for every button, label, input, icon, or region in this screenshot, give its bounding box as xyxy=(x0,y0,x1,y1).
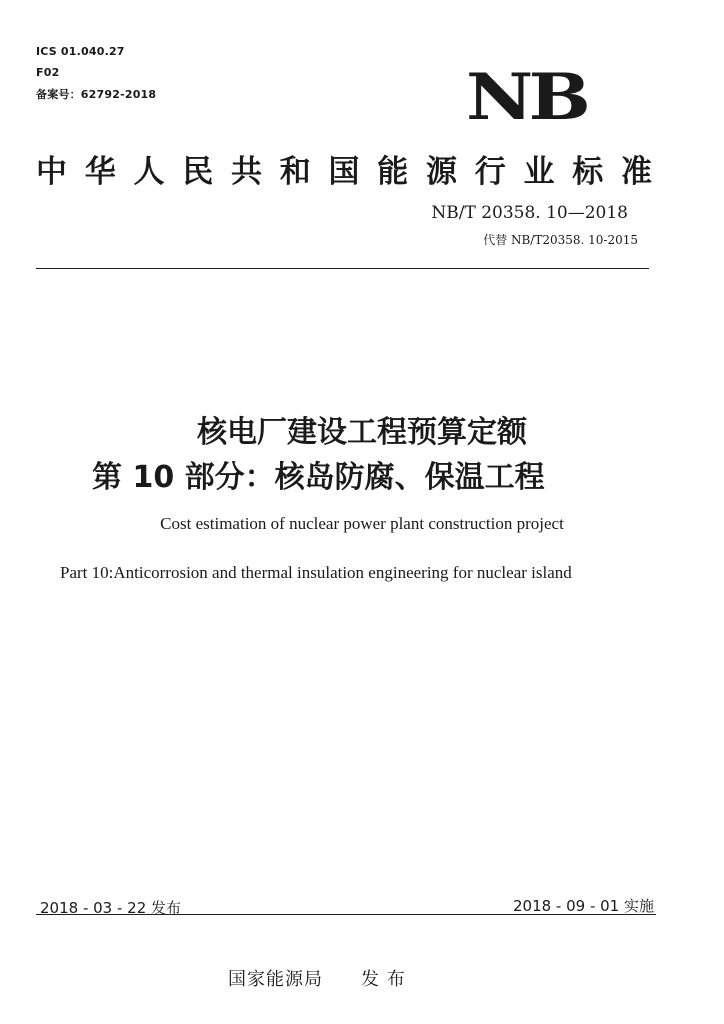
issuer-org: 国家能源局 xyxy=(228,969,323,990)
heading-char: 和 xyxy=(279,154,311,190)
heading-char: 能 xyxy=(377,154,409,190)
title-line-1: 核电厂建设工程预算定额 xyxy=(197,415,527,450)
heading-char: 人 xyxy=(133,154,165,190)
footer-divider xyxy=(36,914,656,915)
heading-char: 共 xyxy=(231,154,262,190)
heading-char: 华 xyxy=(84,154,116,190)
replaces-standard: 代替 NB/T20358. 10-2015 xyxy=(483,233,638,247)
english-title-line-1: Cost estimation of nuclear power plant construction project xyxy=(160,514,564,533)
english-title-line-2: Part 10:Anticorrosion and thermal insulation engineering for nuclear island xyxy=(60,563,572,582)
heading-char: 业 xyxy=(523,154,555,190)
header-divider xyxy=(36,268,649,269)
heading-char: 标 xyxy=(572,154,604,190)
publish-date: 2018 - 03 - 22 发布 xyxy=(40,899,182,917)
issuer-line xyxy=(228,965,406,991)
heading-char: 准 xyxy=(621,154,652,190)
heading-char: 国 xyxy=(328,154,360,190)
nb-logo: NB xyxy=(466,60,587,135)
title-line-2: 第 10 部分：核岛防腐、保温工程 xyxy=(92,460,545,495)
standard-number: NB/T 20358. 10—2018 xyxy=(431,203,628,223)
heading-char: 民 xyxy=(182,154,214,190)
industry-standard-heading xyxy=(36,146,652,191)
classification-code: F02 xyxy=(36,66,60,79)
issuer-action: 发 布 xyxy=(361,969,406,990)
record-number: 备案号：62792-2018 xyxy=(36,88,157,101)
ics-code: ICS 01.040.27 xyxy=(36,45,125,58)
heading-char: 行 xyxy=(474,154,506,190)
implement-date: 2018 - 09 - 01 实施 xyxy=(512,897,654,915)
heading-char: 中 xyxy=(36,154,67,190)
heading-char: 源 xyxy=(426,154,457,190)
